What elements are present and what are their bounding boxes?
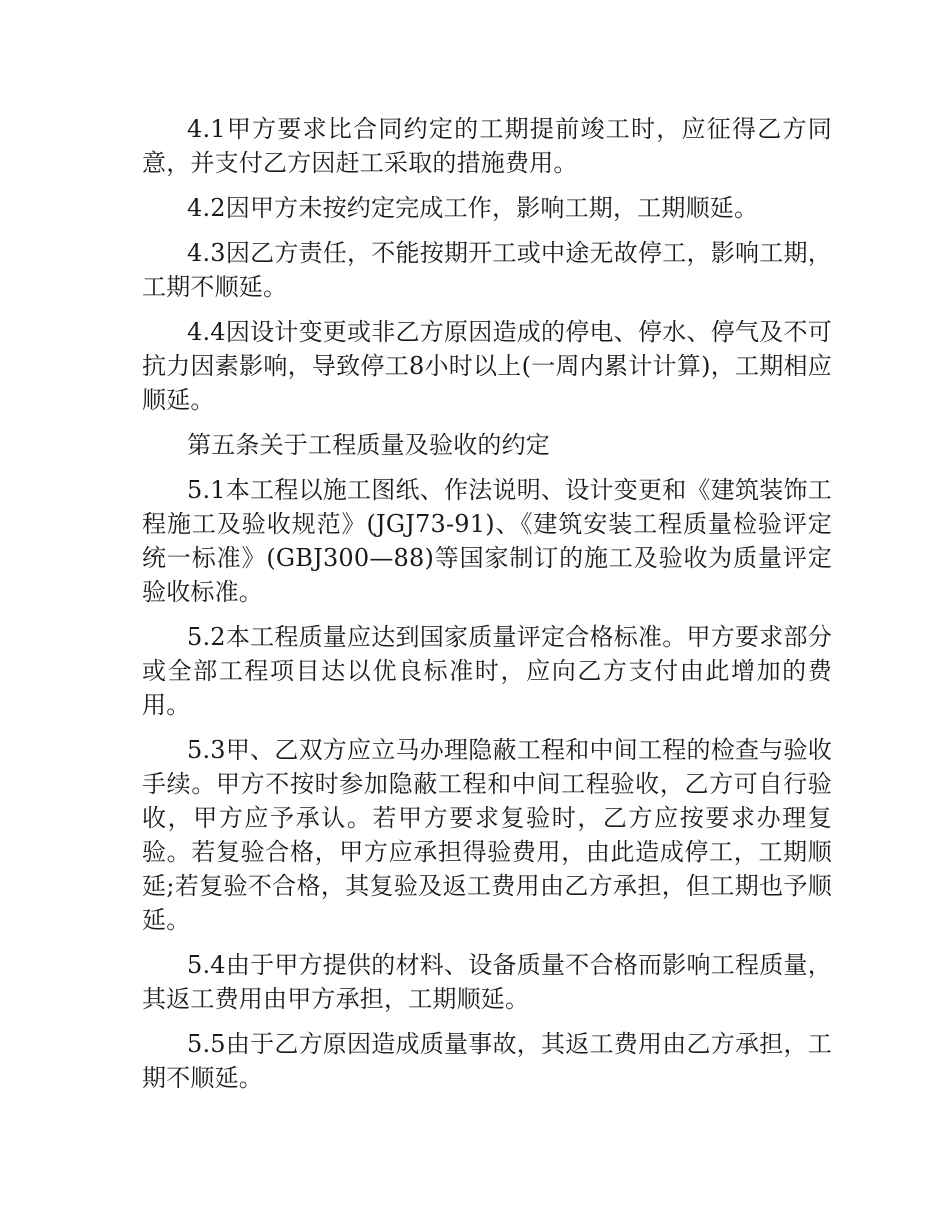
clause-5-2: 5.2本工程质量应达到国家质量评定合格标准。甲方要求部分或全部工程项目达以优良标准时，应向乙方支付由此增加的费用。	[142, 623, 832, 719]
clause-5-3: 5.3甲、乙双方应立马办理隐蔽工程和中间工程的检查与验收手续。甲方不按时参加隐蔽工程和中间工程验收，乙方可自行验收，甲方应予承认。若甲方要求复验时，乙方应按要求办理复验。若复验合格，甲方应承担得验费用，由此造成停工，工期顺延;若复验不合格，其复验及返工费用由乙方承担，但工期也予顺延。	[142, 736, 832, 934]
clause-4-2: 4.2因甲方未按约定完成工作，影响工期，工期顺延。	[187, 194, 759, 222]
clause-4-3: 4.3因乙方责任，不能按期开工或中途无故停工，影响工期，工期不顺延。	[142, 239, 832, 301]
clause-4-1: 4.1甲方要求比合同约定的工期提前竣工时，应征得乙方同意，并支付乙方因赶工采取的措施费用。	[142, 115, 832, 177]
clause-5-4: 5.4由于甲方提供的材料、设备质量不合格而影响工程质量，其返工费用由甲方承担，工期顺延。	[142, 951, 832, 1013]
clause-5-5: 5.5由于乙方原因造成质量事故，其返工费用由乙方承担，工期不顺延。	[142, 1030, 832, 1092]
section-heading-article-5: 第五条关于工程质量及验收的约定	[187, 431, 550, 459]
document-body	[142, 112, 832, 1106]
clause-5-1: 5.1本工程以施工图纸、作法说明、设计变更和《建筑装饰工程施工及验收规范》(JGJ73-91)、《建筑安装工程质量检验评定统一标准》(GBJ300—88)等国家制订的施工及验收为质量评定验收标准。	[142, 476, 832, 606]
clause-4-4: 4.4因设计变更或非乙方原因造成的停电、停水、停气及不可抗力因素影响，导致停工8小时以上(一周内累计计算)，工期相应顺延。	[142, 318, 832, 414]
